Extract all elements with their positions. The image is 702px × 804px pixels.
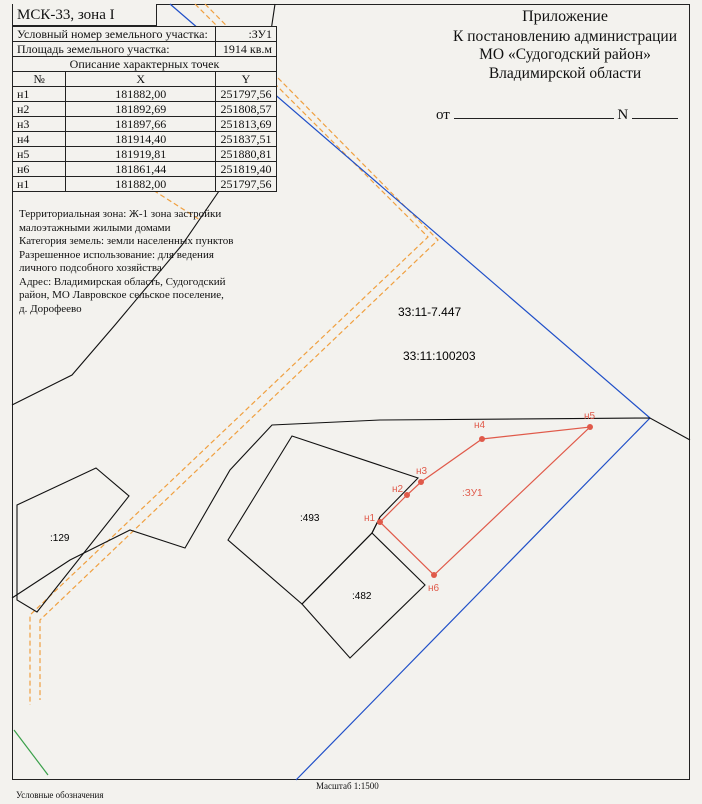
point-number: н4 [13,132,66,147]
zone-info-line: Категория земель: земли населенных пунктов [19,235,234,247]
date-blank [454,104,614,119]
table-row [13,87,277,102]
quarter-label-2: 33:11:100203 [403,349,476,363]
table-header-row [13,72,277,87]
point-n4-marker [479,436,485,442]
point-x: 181892,69 [66,102,216,117]
point-label-n4: н4 [474,420,486,431]
table-row [13,162,277,177]
parcel-zu1-outline [380,427,590,575]
point-n5-marker [587,424,593,430]
point-x: 181882,00 [66,177,216,192]
parcel-label-482: :482 [352,591,372,602]
header-line: МО «Судогодский район» [479,46,651,63]
parcel-points-table [12,26,277,192]
quarter-boundary-line [296,418,650,780]
parcel-label-129: :129 [50,533,70,544]
point-y: 251837,51 [216,132,277,147]
number-blank [632,104,678,119]
point-label-n3: н3 [416,466,428,477]
parcel-area-value: 1914 кв.м [216,42,277,57]
zone-info-line: Разрешенное использование: для ведения [19,248,214,261]
point-x: 181914,40 [66,132,216,147]
point-label-n2: н2 [392,484,404,495]
point-y: 251819,40 [216,162,277,177]
number-prefix: N [617,107,629,123]
point-y: 251797,56 [216,177,277,192]
point-x: 181919,81 [66,147,216,162]
point-number: н1 [13,177,66,192]
table-row [13,42,277,57]
document-header [440,8,690,83]
quarter-label-1: 33:11-7.447 [398,305,462,319]
parcel-129-outline [17,468,129,612]
parcel-label-493: :493 [300,513,320,524]
date-prefix: от [436,107,450,123]
parcel-493-outline [228,436,418,604]
point-n2-marker [404,492,410,498]
point-number: н2 [13,102,66,117]
scale-label: Масштаб 1:1500 [316,781,379,791]
road-boundary-line [12,418,690,598]
parcel-id-value: :ЗУ1 [216,27,277,42]
green-boundary-line [14,730,48,775]
zone-info-block [19,208,269,316]
parcel-label-zu1: :ЗУ1 [462,488,483,499]
point-label-n6: н6 [428,583,440,594]
point-number: н3 [13,117,66,132]
point-label-n5: н5 [584,411,596,422]
header-title: Приложение [522,8,608,25]
point-n1-marker [377,519,383,525]
table-row [13,177,277,192]
point-x: 181897,66 [66,117,216,132]
point-y: 251813,69 [216,117,277,132]
point-n6-marker [431,572,437,578]
point-y: 251808,57 [216,102,277,117]
point-number: н6 [13,162,66,177]
column-header-y: Y [216,72,277,87]
zone-info-line: личного подсобного хозяйства [19,262,162,274]
point-n3-marker [418,479,424,485]
point-number: н5 [13,147,66,162]
approval-line [436,104,678,124]
zone-info-line: Территориальная зона: Ж-1 зона застройки [19,208,222,220]
zone-info-line: малоэтажными жилыми домами [19,221,171,234]
point-y: 251797,56 [216,87,277,102]
table-row [13,27,277,42]
zone-info-line: Адрес: Владимирская область, Судогодский [19,275,226,288]
header-line: К постановлению администрации [452,27,677,45]
parcel-id-label: Условный номер земельного участка: [13,27,216,42]
table-row [13,57,277,72]
legend-label: Условные обозначения [16,790,104,800]
table-row [13,132,277,147]
coord-system-label: МСК-33, зона I [12,4,157,26]
header-line: Владимирской области [488,64,642,82]
zone-info-line: район, МО Лавровское сельское поселение, [19,289,224,301]
table-row [13,147,277,162]
parcel-zu1 [377,424,593,578]
points-table-title: Описание характерных точек [13,57,277,72]
point-x: 181861,44 [66,162,216,177]
point-y: 251880,81 [216,147,277,162]
point-label-n1: н1 [364,513,376,524]
point-number: н1 [13,87,66,102]
table-row [13,117,277,132]
column-header-x: X [66,72,216,87]
zone-info-line: д. Дорофеево [19,302,82,315]
table-row [13,102,277,117]
column-header-number: № [13,72,66,87]
point-x: 181882,00 [66,87,216,102]
parcel-area-label: Площадь земельного участка: [13,42,216,57]
